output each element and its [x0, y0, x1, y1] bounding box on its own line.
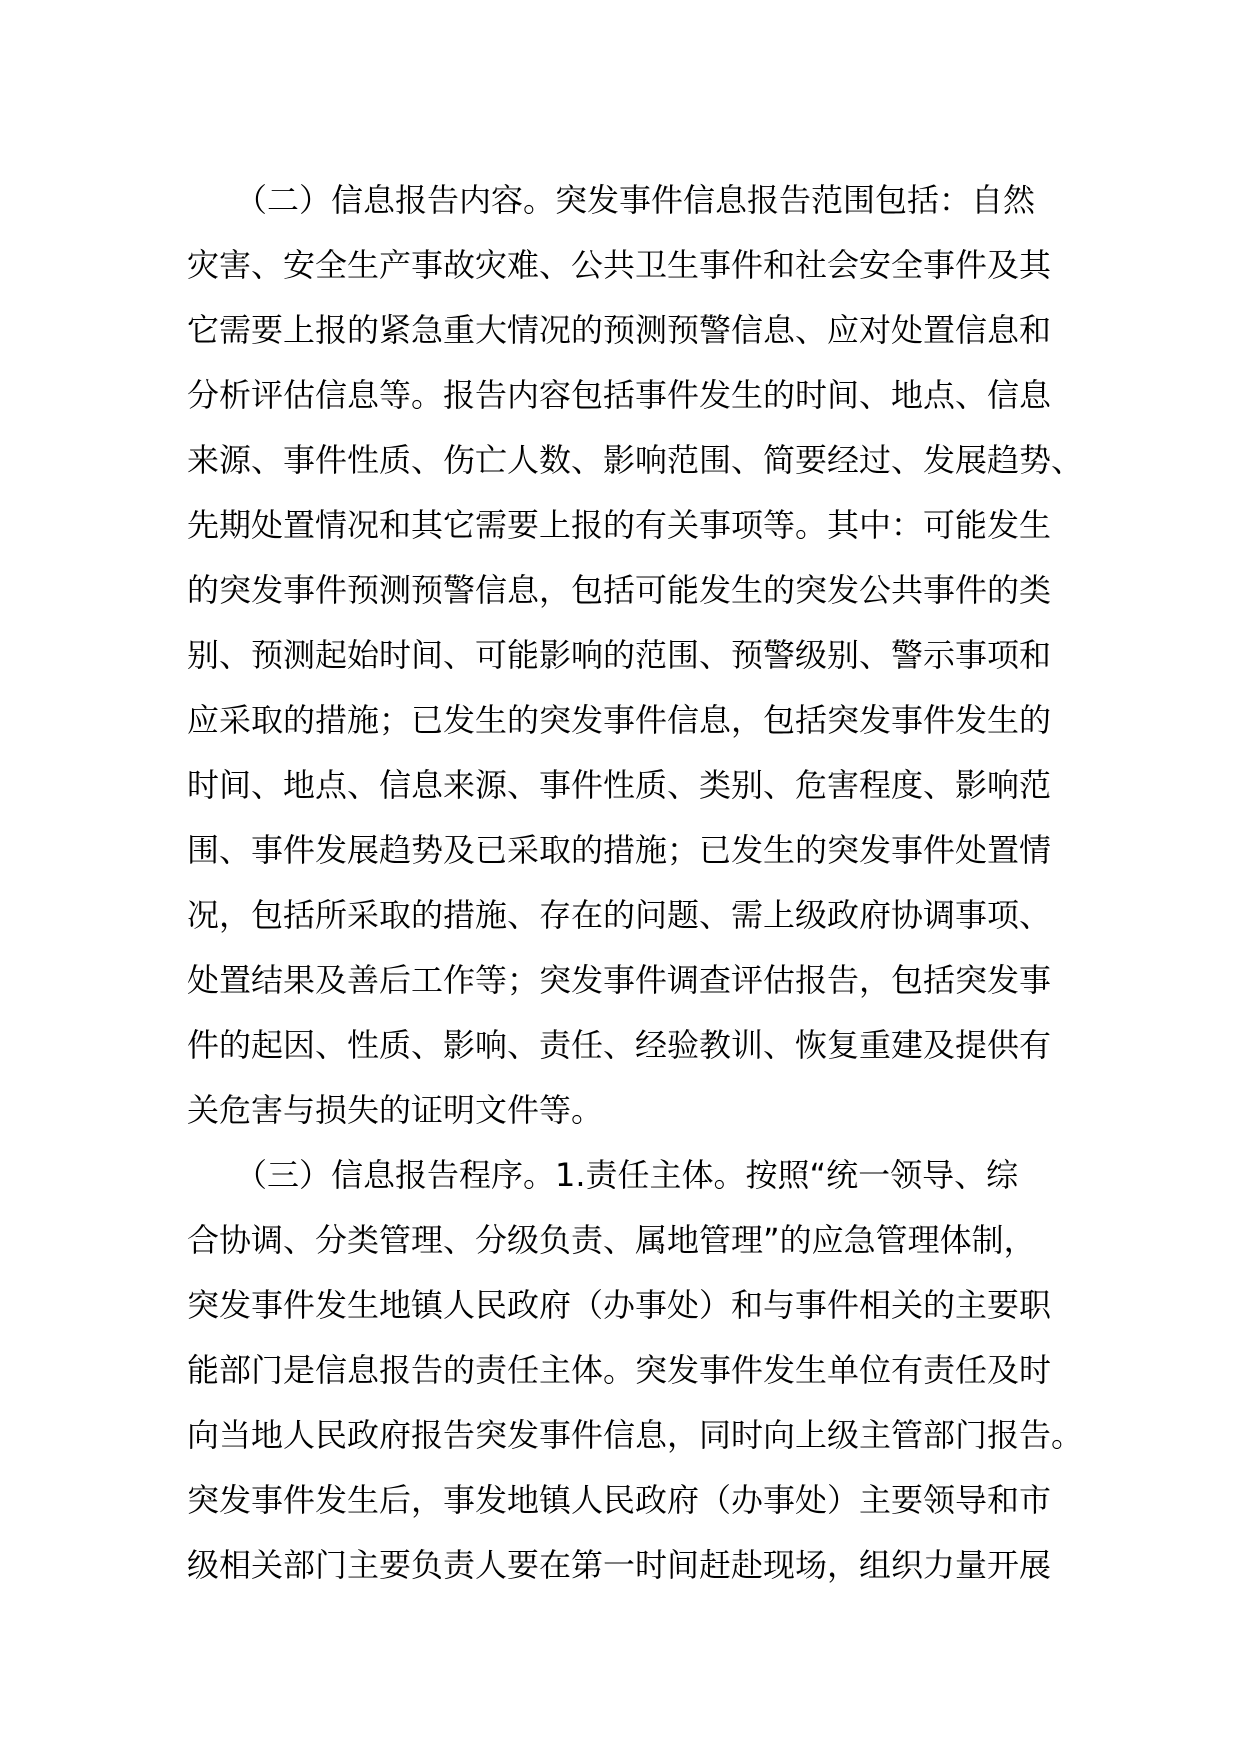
document-body: [187, 168, 1084, 1598]
text-line: 分析评估信息等。报告内容包括事件发生的时间、地点、信息: [187, 376, 1052, 414]
text-line: 突发事件发生后，事发地镇人民政府（办事处）主要领导和市: [187, 1481, 1052, 1519]
text-line: 合协调、分类管理、分级负责、属地管理”的应急管理体制，: [187, 1221, 1036, 1259]
text-line: 能部门是信息报告的责任主体。突发事件发生单位有责任及时: [187, 1351, 1052, 1389]
text-line: （三）信息报告程序。1.责任主体。按照“统一领导、综: [187, 1156, 1019, 1194]
text-line: 别、预测起始时间、可能影响的范围、预警级别、警示事项和: [187, 636, 1052, 674]
text-line: 关危害与损失的证明文件等。: [187, 1091, 604, 1129]
text-line: 应采取的措施；已发生的突发事件信息，包括突发事件发生的: [187, 701, 1052, 739]
text-line: 况，包括所采取的措施、存在的问题、需上级政府协调事项、: [187, 896, 1052, 934]
text-line: 先期处置情况和其它需要上报的有关事项等。其中：可能发生: [187, 506, 1052, 544]
text-line: 时间、地点、信息来源、事件性质、类别、危害程度、影响范: [187, 766, 1052, 804]
text-line: 的突发事件预测预警信息，包括可能发生的突发公共事件的类: [187, 571, 1052, 609]
text-line: 来源、事件性质、伤亡人数、影响范围、简要经过、发展趋势、: [187, 441, 1084, 479]
text-line: 级相关部门主要负责人要在第一时间赶赴现场，组织力量开展: [187, 1546, 1052, 1584]
text-line: （二）信息报告内容。突发事件信息报告范围包括：自然: [187, 181, 1036, 219]
text-line: 向当地人民政府报告突发事件信息，同时向上级主管部门报告。: [187, 1416, 1084, 1454]
text-line: 它需要上报的紧急重大情况的预测预警信息、应对处置信息和: [187, 311, 1052, 349]
text-line: 件的起因、性质、影响、责任、经验教训、恢复重建及提供有: [187, 1026, 1052, 1064]
text-line: 围、事件发展趋势及已采取的措施；已发生的突发事件处置情: [187, 831, 1052, 869]
text-line: 突发事件发生地镇人民政府（办事处）和与事件相关的主要职: [187, 1286, 1052, 1324]
text-line: 处置结果及善后工作等；突发事件调查评估报告，包括突发事: [187, 961, 1052, 999]
text-line: 灾害、安全生产事故灾难、公共卫生事件和社会安全事件及其: [187, 246, 1052, 284]
